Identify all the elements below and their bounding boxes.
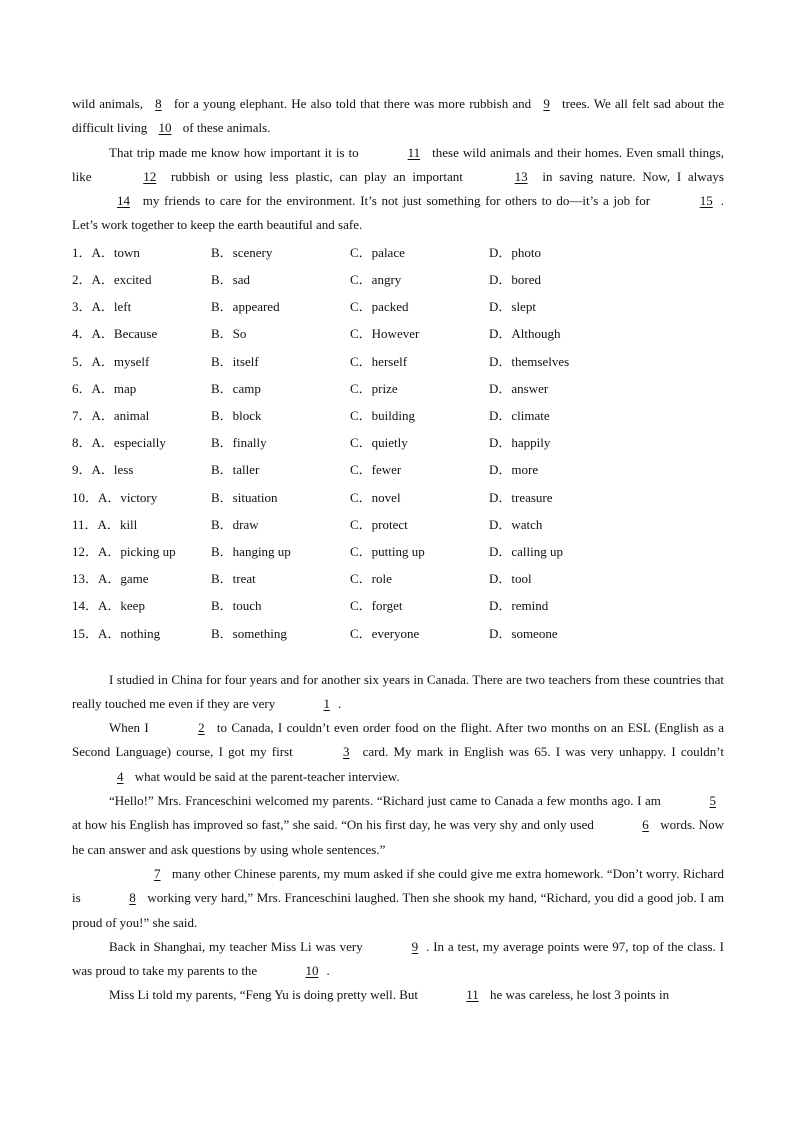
option-text: animal: [113, 408, 150, 423]
option-text: bored: [511, 272, 541, 288]
option-c: [350, 514, 489, 533]
option-text: palace: [371, 244, 405, 260]
option-text: Although: [511, 326, 561, 342]
option-b: [211, 514, 350, 533]
option-text: finally: [232, 435, 267, 451]
option-text: role: [371, 571, 392, 587]
option-text: slept: [511, 299, 536, 315]
option-text: everyone: [371, 625, 420, 641]
question-number: 6: [72, 380, 79, 396]
option-c: [350, 568, 489, 587]
number-suffix: ．: [78, 299, 92, 315]
text-segment: .: [326, 963, 330, 979]
option-letter: B．: [211, 571, 233, 587]
option-a: [72, 487, 211, 506]
number-suffix: ．: [78, 326, 92, 342]
option-d: [489, 487, 628, 506]
blank-number: 10: [305, 963, 319, 979]
option-letter: A．: [97, 516, 120, 532]
option-text: kill: [119, 516, 138, 532]
option-c: [350, 595, 489, 614]
option-text: protect: [371, 516, 408, 532]
text-segment: for a young elephant. He also told that there was more rubbish and: [169, 96, 536, 111]
text-segment: trees. We all felt sad about the difficult living: [72, 96, 724, 136]
option-letter: C．: [350, 435, 372, 451]
blank-number: 6: [642, 817, 649, 833]
option-c: [350, 269, 489, 288]
number-suffix: ．: [85, 571, 99, 587]
option-b: [211, 541, 350, 560]
option-text: tool: [511, 571, 532, 587]
option-b: [211, 269, 350, 288]
question-number: 5: [72, 353, 79, 369]
option-a: [72, 595, 211, 614]
option-d: [489, 595, 628, 614]
blank-number: 9: [411, 938, 419, 954]
blank-number: 8: [129, 890, 136, 906]
option-letter: A．: [91, 353, 114, 369]
question-row: [72, 238, 724, 265]
blank-number: 14: [117, 193, 130, 209]
option-d: [489, 432, 628, 451]
option-d: [489, 568, 628, 587]
option-letter: D．: [489, 571, 512, 587]
blank-number: 5: [709, 793, 716, 809]
option-text: camp: [232, 380, 261, 396]
option-letter: D．: [489, 516, 512, 532]
text-segment: That trip made me know how important it is to: [109, 144, 363, 160]
option-letter: D．: [489, 489, 512, 505]
option-c: [350, 351, 489, 370]
option-text: picking up: [120, 543, 176, 559]
option-b: [211, 459, 350, 478]
question-row: [72, 591, 724, 618]
text-segment: my friends to care for the environment. It’s not just something for others to do—it’s a job for: [138, 193, 655, 209]
option-c: [350, 541, 489, 560]
option-c: [350, 487, 489, 506]
option-letter: B．: [211, 299, 233, 315]
option-letter: D．: [489, 462, 512, 478]
passage-one: [72, 92, 724, 238]
option-letter: C．: [350, 598, 372, 614]
option-letter: D．: [489, 625, 512, 641]
option-letter: D．: [489, 408, 512, 423]
option-letter: A．: [91, 408, 114, 423]
option-letter: A．: [98, 598, 121, 614]
question-row: [72, 347, 724, 374]
option-text: game: [120, 571, 149, 587]
option-c: [350, 323, 489, 342]
option-b: [211, 595, 350, 614]
option-text: angry: [371, 272, 402, 288]
option-text: prize: [371, 380, 398, 396]
blank-number: 10: [158, 120, 172, 136]
option-text: something: [232, 625, 287, 641]
option-letter: D．: [489, 326, 512, 342]
option-c: [350, 378, 489, 397]
option-letter: D．: [489, 543, 512, 559]
option-c: [350, 405, 489, 424]
option-text: especially: [113, 435, 166, 451]
option-c: [350, 623, 489, 642]
question-number: 14: [72, 598, 85, 614]
question-number: 1: [72, 244, 79, 260]
option-c: [350, 459, 489, 478]
number-suffix: ．: [85, 489, 99, 505]
option-b: [211, 623, 350, 642]
text-segment: in saving nature. Now, I always: [535, 168, 724, 184]
option-d: [489, 514, 628, 533]
option-text: packed: [371, 299, 409, 315]
text-segment: rubbish or using less plastic, can play an important: [164, 168, 470, 184]
option-a: [72, 623, 211, 642]
option-d: [489, 623, 628, 642]
paragraph: [72, 92, 724, 141]
option-letter: C．: [350, 408, 372, 423]
question-number: 11: [72, 516, 85, 532]
question-row: [72, 564, 724, 591]
option-letter: D．: [489, 244, 512, 260]
option-a: [72, 541, 211, 560]
paragraph: [72, 983, 724, 1007]
option-letter: C．: [350, 489, 372, 505]
option-letter: A．: [98, 625, 121, 641]
option-c: [350, 432, 489, 451]
question-row: [72, 292, 724, 319]
paragraph: [72, 935, 724, 984]
option-letter: C．: [350, 353, 372, 369]
number-suffix: ．: [78, 462, 92, 478]
option-text: excited: [113, 272, 152, 288]
option-d: [489, 459, 628, 478]
paragraph: [72, 862, 724, 935]
text-segment: to Canada, I couldn’t even order food on the flight. After two months on an ESL (English as a Second Language) course, I got my first: [72, 720, 724, 760]
question-number: 7: [72, 408, 79, 423]
document-page: [72, 92, 724, 1008]
blank-number: 12: [143, 168, 157, 184]
option-text: keep: [120, 598, 145, 614]
text-segment: When I: [109, 720, 154, 736]
question-number: 9: [72, 462, 79, 478]
option-text: themselves: [511, 353, 570, 369]
blank-number: 2: [198, 720, 205, 736]
option-text: However: [371, 326, 420, 342]
option-letter: D．: [489, 353, 512, 369]
option-b: [211, 242, 350, 261]
option-text: putting up: [371, 543, 425, 559]
text-segment: working very hard,” Mrs. Franceschini laughed. Then she shook my hand, “Richard, you did a good job. I am proud of you!” she said.: [72, 890, 724, 930]
option-a: [72, 568, 211, 587]
option-letter: D．: [489, 299, 512, 315]
blank-number: 11: [466, 987, 479, 1003]
option-text: block: [232, 408, 262, 423]
question-row: [72, 482, 724, 509]
option-text: quietly: [371, 435, 408, 451]
option-text: taller: [232, 462, 260, 478]
option-d: [489, 351, 628, 370]
blank-number: 13: [514, 168, 528, 184]
text-segment: Back in Shanghai, my teacher Miss Li was very: [109, 938, 367, 954]
question-row: [72, 455, 724, 482]
option-text: answer: [511, 380, 549, 396]
option-text: calling up: [511, 543, 564, 559]
question-row: [72, 618, 724, 645]
question-number: 13: [72, 571, 85, 587]
text-segment: these wild animals and their homes. Even small things, like: [72, 144, 724, 184]
option-letter: A．: [91, 380, 114, 396]
question-number: 15: [72, 625, 85, 641]
option-letter: C．: [350, 299, 372, 315]
option-text: happily: [511, 435, 551, 451]
text-segment: of these animals.: [179, 120, 271, 136]
paragraph: [72, 716, 724, 789]
text-segment: Miss Li told my parents, “Feng Yu is doing pretty well. But: [109, 987, 422, 1003]
blank-number: 11: [407, 144, 421, 160]
option-text: novel: [371, 489, 401, 505]
option-text: scenery: [232, 244, 273, 260]
option-text: So: [232, 326, 247, 342]
option-c: [350, 296, 489, 315]
question-row: [72, 428, 724, 455]
option-letter: A．: [98, 571, 121, 587]
option-a: [72, 269, 211, 288]
question-row: [72, 265, 724, 292]
question-row: [72, 374, 724, 401]
option-text: Because: [113, 326, 158, 342]
option-c: [350, 242, 489, 261]
option-b: [211, 568, 350, 587]
option-b: [211, 487, 350, 506]
option-text: draw: [232, 516, 259, 532]
option-a: [72, 242, 211, 261]
option-letter: A．: [91, 299, 114, 315]
option-a: [72, 514, 211, 533]
passage-two: [72, 668, 724, 1008]
option-letter: D．: [489, 272, 512, 288]
option-b: [211, 432, 350, 451]
option-letter: B．: [211, 326, 233, 342]
option-letter: B．: [211, 272, 233, 288]
number-suffix: ．: [85, 625, 99, 641]
question-number: 3: [72, 299, 79, 315]
option-text: treasure: [511, 489, 553, 505]
option-letter: A．: [91, 272, 114, 288]
option-a: [72, 432, 211, 451]
option-letter: A．: [91, 462, 114, 478]
option-letter: B．: [211, 543, 233, 559]
paragraph: [72, 668, 724, 717]
option-a: [72, 459, 211, 478]
paragraph: [72, 789, 724, 862]
number-suffix: ．: [78, 408, 92, 423]
option-letter: A．: [98, 543, 121, 559]
option-text: itself: [232, 353, 259, 369]
number-suffix: ．: [78, 380, 92, 396]
text-segment: he was careless, he lost 3 points in: [486, 987, 670, 1003]
option-text: forget: [371, 598, 403, 614]
option-text: touch: [232, 598, 262, 614]
option-a: [72, 296, 211, 315]
question-row: [72, 537, 724, 564]
option-letter: A．: [91, 326, 114, 342]
option-text: herself: [371, 353, 408, 369]
number-suffix: ．: [78, 353, 92, 369]
option-d: [489, 323, 628, 342]
number-suffix: ．: [85, 598, 99, 614]
option-letter: B．: [211, 625, 233, 641]
text-segment: words. Now he can answer and ask questions by using whole sentences.”: [72, 817, 724, 857]
option-d: [489, 378, 628, 397]
option-a: [72, 378, 211, 397]
option-letter: C．: [350, 326, 372, 342]
question-number: 8: [72, 435, 79, 451]
option-letter: C．: [350, 516, 372, 532]
number-suffix: ．: [84, 516, 98, 532]
option-text: town: [113, 244, 140, 260]
text-segment: .: [337, 695, 342, 711]
blank-number: 7: [154, 865, 161, 881]
option-letter: B．: [211, 462, 233, 478]
option-text: more: [511, 462, 539, 478]
number-suffix: ．: [78, 272, 92, 288]
option-letter: B．: [211, 244, 233, 260]
option-letter: A．: [91, 244, 114, 260]
number-suffix: ．: [78, 435, 92, 451]
option-letter: B．: [211, 408, 233, 423]
text-segment: at how his English has improved so fast,” she said. “On his first day, he was very shy and only used: [72, 817, 598, 833]
option-a: [72, 351, 211, 370]
option-letter: D．: [489, 380, 512, 396]
question-number: 2: [72, 272, 79, 288]
blank-number: 3: [342, 744, 350, 760]
blank-number: 1: [323, 695, 330, 711]
option-text: remind: [511, 598, 549, 614]
option-letter: C．: [350, 543, 372, 559]
blank-number: 9: [543, 96, 550, 111]
options-list: [72, 238, 724, 646]
option-letter: C．: [350, 244, 372, 260]
text-segment: card. My mark in English was 65. I was very unhappy. I couldn’t: [357, 744, 724, 760]
option-letter: D．: [489, 598, 512, 614]
option-text: photo: [511, 244, 542, 260]
option-text: someone: [511, 625, 558, 641]
option-letter: A．: [98, 489, 121, 505]
question-number: 10: [72, 489, 85, 505]
option-d: [489, 296, 628, 315]
option-letter: C．: [350, 625, 372, 641]
option-letter: B．: [211, 598, 233, 614]
option-a: [72, 405, 211, 424]
option-text: fewer: [371, 462, 402, 478]
option-text: appeared: [232, 299, 280, 315]
section-gap: [72, 646, 724, 668]
option-letter: C．: [350, 571, 372, 587]
option-letter: B．: [211, 380, 233, 396]
question-number: 4: [72, 326, 79, 342]
option-text: climate: [511, 408, 550, 423]
option-letter: B．: [211, 353, 233, 369]
blank-number: 15: [699, 193, 713, 209]
option-text: left: [113, 299, 132, 315]
option-text: building: [371, 408, 416, 423]
option-letter: A．: [91, 435, 114, 451]
option-d: [489, 242, 628, 261]
question-row: [72, 401, 724, 428]
option-text: myself: [113, 353, 150, 369]
option-text: hanging up: [232, 543, 291, 559]
blank-number: 4: [117, 768, 124, 784]
text-segment: “Hello!” Mrs. Franceschini welcomed my parents. “Richard just came to Canada a few months ago. I am: [109, 793, 665, 809]
option-text: nothing: [120, 625, 161, 641]
option-letter: D．: [489, 435, 512, 451]
option-b: [211, 296, 350, 315]
text-segment: wild animals,: [72, 96, 148, 111]
option-text: treat: [232, 571, 256, 587]
option-text: watch: [511, 516, 543, 532]
option-a: [72, 323, 211, 342]
paragraph: [72, 141, 724, 238]
text-segment: . Let’s work together to keep the earth beautiful and safe.: [72, 193, 724, 233]
option-text: map: [113, 380, 137, 396]
option-b: [211, 378, 350, 397]
option-text: less: [113, 462, 134, 478]
option-d: [489, 541, 628, 560]
option-letter: B．: [211, 516, 233, 532]
text-segment: . In a test, my average points were 97, top of the class. I was proud to take my parents to the: [72, 938, 725, 979]
blank-number: 8: [155, 96, 162, 111]
option-text: victory: [120, 489, 158, 505]
option-b: [211, 323, 350, 342]
option-d: [489, 405, 628, 424]
option-letter: C．: [350, 272, 372, 288]
option-letter: B．: [211, 489, 233, 505]
option-b: [211, 351, 350, 370]
number-suffix: ．: [78, 244, 92, 260]
text-segment: what would be said at the parent-teacher interview.: [131, 768, 400, 784]
text-segment: many other Chinese parents, my mum asked if she could give me extra homework. “Don’t worry. Richard is: [72, 865, 724, 906]
number-suffix: ．: [85, 543, 99, 559]
option-text: situation: [232, 489, 278, 505]
option-b: [211, 405, 350, 424]
question-row: [72, 319, 724, 346]
option-letter: C．: [350, 380, 372, 396]
text-segment: I studied in China for four years and for another six years in Canada. There are two teachers from these countries that really touched me even if they are very: [72, 671, 724, 711]
option-letter: C．: [350, 462, 372, 478]
question-row: [72, 510, 724, 537]
option-letter: B．: [211, 435, 233, 451]
option-d: [489, 269, 628, 288]
option-text: sad: [232, 272, 251, 288]
question-number: 12: [72, 543, 85, 559]
